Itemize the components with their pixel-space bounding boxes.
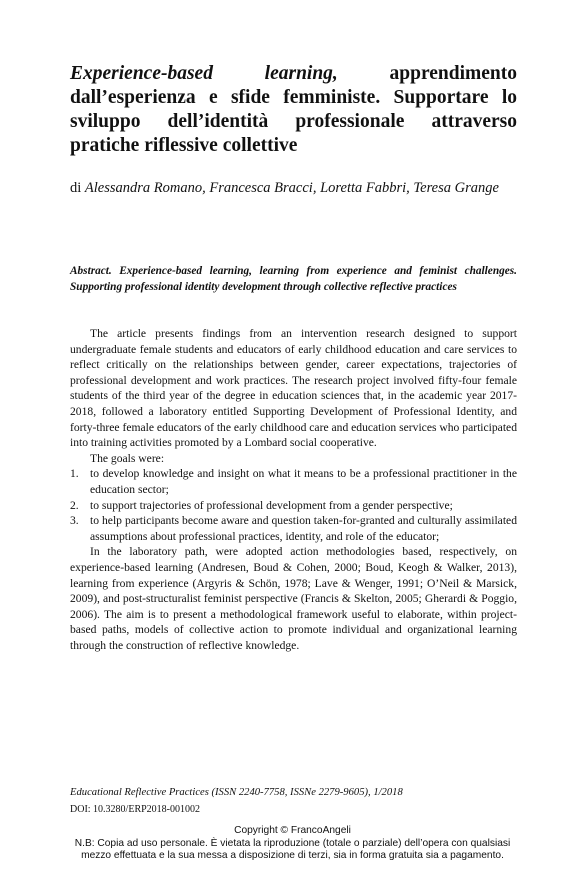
goal-item [70, 498, 517, 514]
author-prefix: di [70, 180, 82, 196]
journal-citation: Educational Reflective Practices (ISSN 2240-7758, ISSNe 2279-9605), 1/2018 [70, 787, 403, 798]
goal-text: to help participants become aware and question taken-for-granted and culturally assimilated assumptions about professional practices, identity, and role of the educator; [90, 514, 517, 543]
goal-item [70, 466, 517, 497]
goal-item [70, 513, 517, 544]
abstract-paragraph-1: The article presents findings from an intervention research designed to support undergraduate female students and educators of early childhood education and care services to reflect critically on the relationships between gender, career expectations, trajectories of professional development and work practices. The research project involved fifty-four female students of the third year of the degree in education sciences that, in the academic year 2017-2018, followed a laboratory entitled Supporting Development of Professional Identity, and forty-three female educators of the early childhood care and education services who participated into training activities promoted by a Lombard social cooperative. [70, 327, 517, 450]
goal-number: 1. [70, 467, 79, 481]
doi-line: DOI: 10.3280/ERP2018-001002 [70, 804, 200, 815]
article-title-italic: Experience-based learning, [70, 63, 338, 84]
goals-list [70, 466, 517, 544]
copyright-line: Copyright © FrancoAngeli [234, 825, 351, 836]
goal-text: to develop knowledge and insight on what it means to be a professional practitioner in the education sector; [90, 467, 517, 496]
abstract-body [70, 326, 517, 653]
usage-notice-line-1: N.B: Copia ad uso personale. È vietata la riproduzione (totale o parziale) dell’opera con qualsiasi [74, 837, 511, 849]
usage-notice-line-2: mezzo effettuata e la sua messa a disposizione di terzi, sia in forma gratuita sia a pagamento. [81, 850, 504, 861]
article-title-rest: apprendimento dall’esperienza e sfide femministe. Supportare lo sviluppo dell’identità professionale attraverso pratiche riflessive collettive [70, 63, 518, 156]
goals-intro: The goals were: [90, 451, 165, 465]
goal-text: to support trajectories of professional development from a gender perspective; [90, 498, 453, 512]
abstract-paragraph-2: In the laboratory path, were adopted action methodologies based, respectively, on experience-based learning (Andresen, Boud & Cohen, 2000; Boud, Keogh & Walker, 2013), learning from experience (Argyris & Schön, 1978; Lave & Wenger, 1991; O’Neil & Marsick, 2009), and post-structuralist feminist perspective (Francis & Skelton, 2005; Gherardi & Poggio, 2006). The aim is to present a methodological framework useful to elaborate, within project-based paths, models of collective action to promote individual and organizational learning through the construction of reflective knowledge. [70, 545, 517, 652]
author-line [70, 178, 517, 198]
copyright-notice [0, 825, 585, 863]
abstract-heading: Abstract. Experience-based learning, learning from experience and feminist challenges. Supporting professional identity development through collective reflective practices [70, 265, 517, 293]
author-names: Alessandra Romano, Francesca Bracci, Loretta Fabbri, Teresa Grange [84, 180, 499, 196]
article-title [70, 62, 517, 158]
goal-number: 3. [70, 514, 79, 528]
goal-number: 2. [70, 498, 79, 512]
